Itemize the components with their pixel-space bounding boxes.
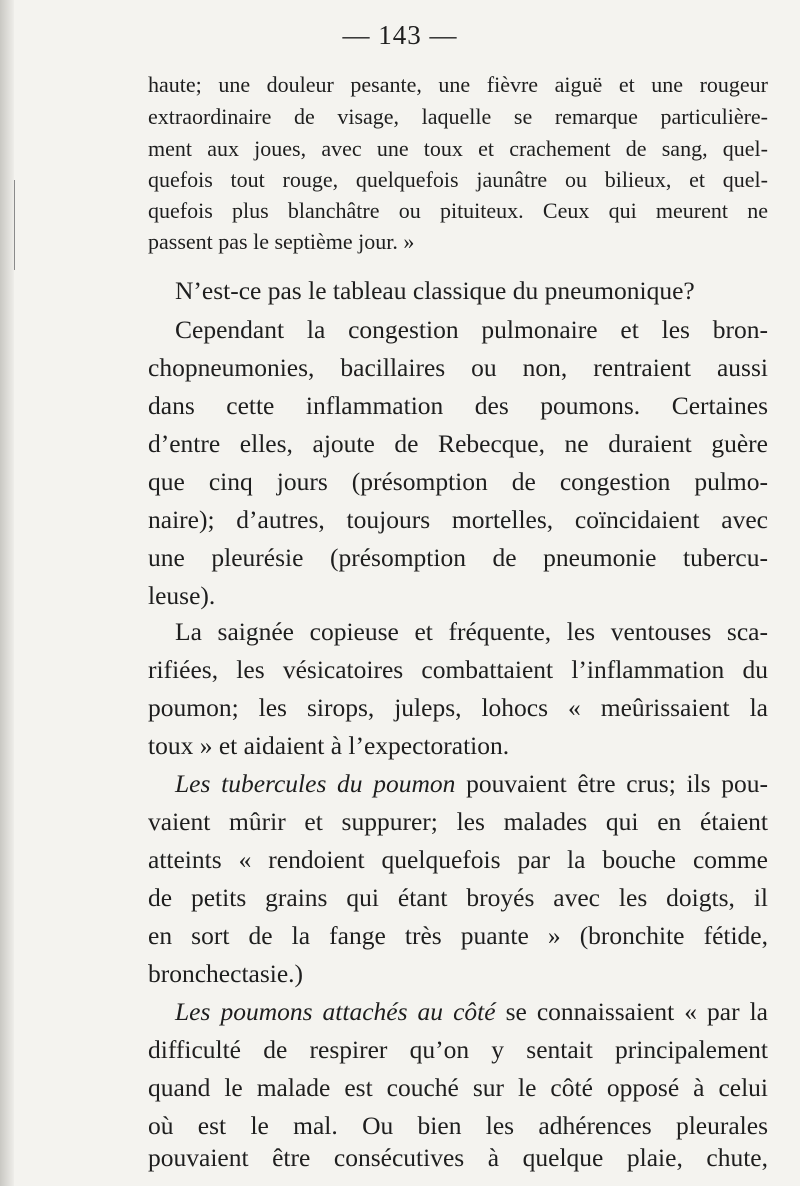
text-line: dans cette inflammation des poumons. Certaines (148, 391, 768, 420)
line-rest: se connaissaient « par la (495, 997, 769, 1026)
text-line: que cinq jours (présomption de congestion pulmo- (148, 467, 768, 496)
text-line: haute; une douleur pesante, une fièvre aiguë et une rougeur (148, 72, 768, 97)
text-line: Cependant la congestion pulmonaire et les bron- (175, 315, 768, 344)
text-line: naire); d’autres, toujours mortelles, coïncidaient avec (148, 505, 768, 534)
text-line: toux » et aidaient à l’expectoration. (148, 731, 510, 760)
margin-mark (14, 180, 15, 270)
text-line: en sort de la fange très puante » (bronchite fétide, (148, 921, 768, 950)
text-line: quand le malade est couché sur le côté opposé à celui (148, 1073, 768, 1102)
text-line: quefois tout rouge, quelquefois jaunâtre ou bilieux, et quel- (148, 167, 768, 192)
text-line: où est le mal. Ou bien les adhérences pleurales (148, 1111, 768, 1140)
text-line (175, 997, 768, 1027)
text-line: passent pas le septième jour. » (148, 229, 415, 254)
text-line (175, 769, 768, 799)
page-edge-shadow (0, 0, 14, 1186)
italic-phrase: Les poumons attachés au côté (175, 997, 496, 1026)
text-line: rifiées, les vésicatoires combattaient l’inflammation du (148, 655, 768, 684)
text-line: quefois plus blanchâtre ou pituiteux. Ceux qui meurent ne (148, 198, 768, 223)
page-number: — 143 — (342, 20, 458, 50)
text-line: une pleurésie (présomption de pneumonie tubercu- (148, 543, 768, 572)
text-line: ment aux joues, avec une toux et crachement de sang, quel- (148, 136, 768, 161)
text-line: leuse). (148, 581, 216, 610)
text-line: N’est-ce pas le tableau classique du pneumonique? (175, 276, 695, 305)
text-line: vaient mûrir et suppurer; les malades qui en étaient (148, 807, 768, 836)
text-line: extraordinaire de visage, laquelle se remarque particulière- (148, 104, 768, 129)
text-line: difficulté de respirer qu’on y sentait principalement (148, 1035, 768, 1064)
text-line: de petits grains qui étant broyés avec les doigts, il (148, 883, 768, 912)
italic-phrase: Les tubercules du poumon (175, 769, 456, 798)
text-line: poumon; les sirops, juleps, lohocs « meûrissaient la (148, 693, 768, 722)
text-line: d’entre elles, ajoute de Rebecque, ne duraient guère (148, 429, 768, 458)
text-line: bronchectasie.) (148, 959, 304, 988)
line-rest: pouvaient être crus; ils pou- (455, 769, 769, 798)
text-line: chopneumonies, bacillaires ou non, rentraient aussi (148, 353, 768, 382)
text-line: atteints « rendoient quelquefois par la bouche comme (148, 845, 768, 874)
text-line: La saignée copieuse et fréquente, les ventouses sca- (175, 617, 768, 646)
text-line: pouvaient être consécutives à quelque plaie, chute, (148, 1143, 768, 1172)
